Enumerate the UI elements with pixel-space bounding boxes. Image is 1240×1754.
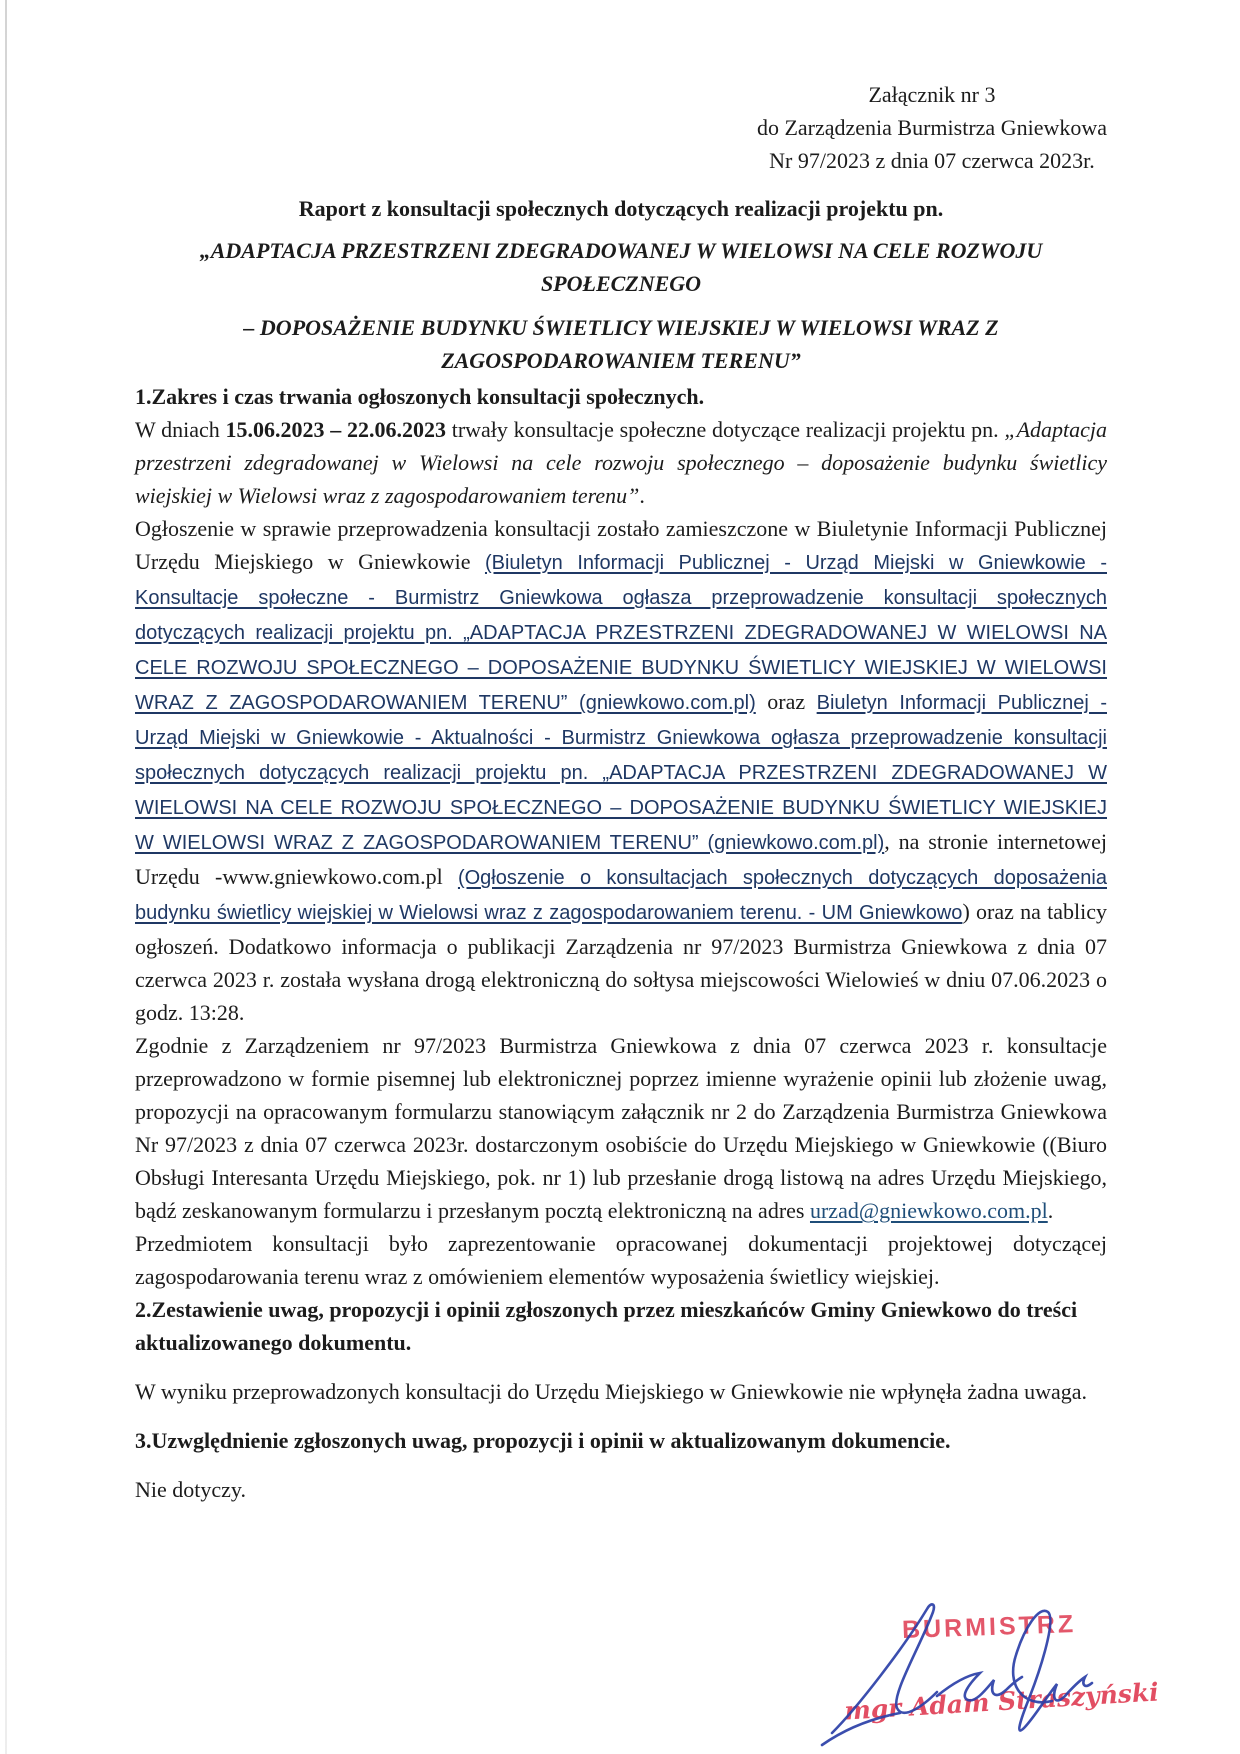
section-3-heading: 3.Uzwględnienie zgłoszonych uwag, propozycji i opinii w aktualizowanym dokumencie. — [135, 1428, 951, 1453]
text-segment: 15.06.2023 – 22.06.2023 — [225, 417, 446, 442]
paragraph-consultation-subject: Przedmiotem konsultacji było zaprezentowanie opracowanej dokumentacji projektowej dotyczącej zagospodarowania terenu wraz z omówieniem elementów wyposażenia świetlicy wiejskiej. — [135, 1231, 1107, 1289]
text-segment: Ogłoszenie w sprawie przeprowadzenia konsultacji zostało zamieszczone w Biuletynie Informacji Publicznej Urzędu Miejskiego w Gniewkowie — [135, 516, 1107, 574]
signature-area — [820, 1595, 1160, 1754]
paragraph-consultation-dates — [135, 413, 1107, 512]
scan-edge-artifact — [5, 0, 7, 1754]
attachment-line-3: Nr 97/2023 z dnia 07 czerwca 2023r. — [769, 148, 1095, 173]
text-segment: Zgodnie z Zarządzeniem nr 97/2023 Burmistrza Gniewkowa z dnia 07 czerwca 2023 r. konsultacje przeprowadzono w formie pisemnej lub elektronicznej poprzez imienne wyrażenie opinii lub złożenie uwag, propozycji na opracowanym formularzu stanowiącym załącznik nr 2 do Zarządzenia Burmistrza Gniewkowa Nr 97/2023 z dnia 07 czerwca 2023r. dostarczonym osobiście do Urzędu Miejskiego w Gniewkowie ((Biuro Obsługi Interesanta Urzędu Miejskiego, pok. nr 1) lub przesłanie drogą listową na adres Urzędu Miejskiego, bądź zeskanowanym formularzu i przesłanym pocztą elektroniczną na adres — [135, 1033, 1107, 1223]
document-content — [135, 78, 1107, 1506]
hyperlink[interactable]: (Biuletyn Informacji Publicznej - Urząd Miejski w Gniewkowie - Konsultacje społeczne - Burmistrz Gniewkowa ogłasza przeprowadzenie konsultacji społecznych dotyczących realizacji projektu pn. „ADAPTACJA PRZESTRZENI ZDEGRADOWANEJ W WIELOWSI NA CELE ROZWOJU SPOŁECZNEGO – DOPOSAŻENIE BUDYNKU ŚWIETLICY WIEJSKIEJ W WIELOWSI WRAZ Z ZAGOSPODAROWANIEM TERENU” (gniewkowo.com.pl) — [135, 552, 1107, 714]
text-segment: oraz — [755, 689, 817, 714]
text-segment: . — [1047, 1198, 1054, 1223]
paragraph-no-remarks: W wyniku przeprowadzonych konsultacji do Urzędu Miejskiego w Gniewkowie nie wpłynęła żadna uwaga. — [135, 1379, 1088, 1404]
hyperlink[interactable]: (Ogłoszenie o konsultacjach społecznych dotyczących doposażenia budynku świetlicy wiejskiej w Wielowsi wraz z zagospodarowaniem terenu. - UM Gniewkowo — [135, 867, 1107, 924]
hyperlink[interactable]: Biuletyn Informacji Publicznej - Urząd Miejski w Gniewkowie - Aktualności - Burmistrz Gniewkowa ogłasza przeprowadzenie konsultacji społecznych dotyczących realizacji projektu pn. „ADAPTACJA PRZESTRZENI ZDEGRADOWANEJ W WIELOWSI NA CELE ROZWOJU SPOŁECZNEGO – DOPOSAŻENIE BUDYNKU ŚWIETLICY WIEJSKIEJ W WIELOWSI WRAZ Z ZAGOSPODAROWANIEM TERENU” (gniewkowo.com.pl) — [135, 692, 1107, 854]
text-segment: trwały konsultacje społeczne dotyczące realizacji projektu pn. — [445, 417, 1005, 442]
paragraph-announcement-publication — [135, 512, 1107, 1029]
section-1-heading: 1.Zakres i czas trwania ogłoszonych konsultacji społecznych. — [135, 384, 705, 409]
mayor-stamp-title: BURMISTRZ — [901, 1609, 1077, 1645]
text-segment: ) oraz na tablicy ogłoszeń. Dodatkowo informacja o publikacji Zarządzenia nr 97/2023 Burmistrza Gniewkowa z dnia 07 czerwca 2023 r. została wysłana drogą elektroniczną do sołtysa miejscowości Wielowieś w dniu 07.06.2023 o godz. 13:28. — [135, 899, 1107, 1025]
text-segment: . — [639, 483, 645, 508]
project-name-part-2: – DOPOSAŻENIE BUDYNKU ŚWIETLICY WIEJSKIEJ W WIELOWSI WRAZ Z ZAGOSPODAROWANIEM TERENU” — [243, 315, 999, 373]
mayor-stamp-name: mgr Adam Straszyński — [843, 1677, 1160, 1726]
text-segment: W dniach — [135, 417, 226, 442]
attachment-block — [757, 78, 1107, 177]
hyperlink[interactable]: urzad@gniewkowo.com.pl — [809, 1198, 1048, 1223]
project-name-part-1: „ADAPTACJA PRZESTRZENI ZDEGRADOWANEJ W WIELOWSI NA CELE ROZWOJU SPOŁECZNEGO — [199, 238, 1043, 296]
text-segment: „Adaptacja przestrzeni zdegradowanej w Wielowsi na cele rozwoju społecznego – doposażenie budynku świetlicy wiejskiej w Wielowsi wraz z zagospodarowaniem terenu” — [135, 417, 1108, 508]
handwritten-signature — [820, 1595, 1130, 1754]
section-2-heading: 2.Zestawienie uwag, propozycji i opinii zgłoszonych przez mieszkańców Gminy Gniewkowo do treści aktualizowanego dokumentu. — [135, 1297, 1078, 1355]
text-segment: , na stronie internetowej Urzędu -www.gniewkowo.com.pl — [135, 829, 1107, 889]
paragraph-consultation-form — [135, 1029, 1107, 1227]
document-title: Raport z konsultacji społecznych dotyczących realizacji projektu pn. — [298, 196, 944, 221]
attachment-line-1: Załącznik nr 3 — [868, 82, 996, 107]
paragraph-not-applicable: Nie dotyczy. — [135, 1477, 246, 1502]
attachment-line-2: do Zarządzenia Burmistrza Gniewkowa — [756, 115, 1107, 140]
